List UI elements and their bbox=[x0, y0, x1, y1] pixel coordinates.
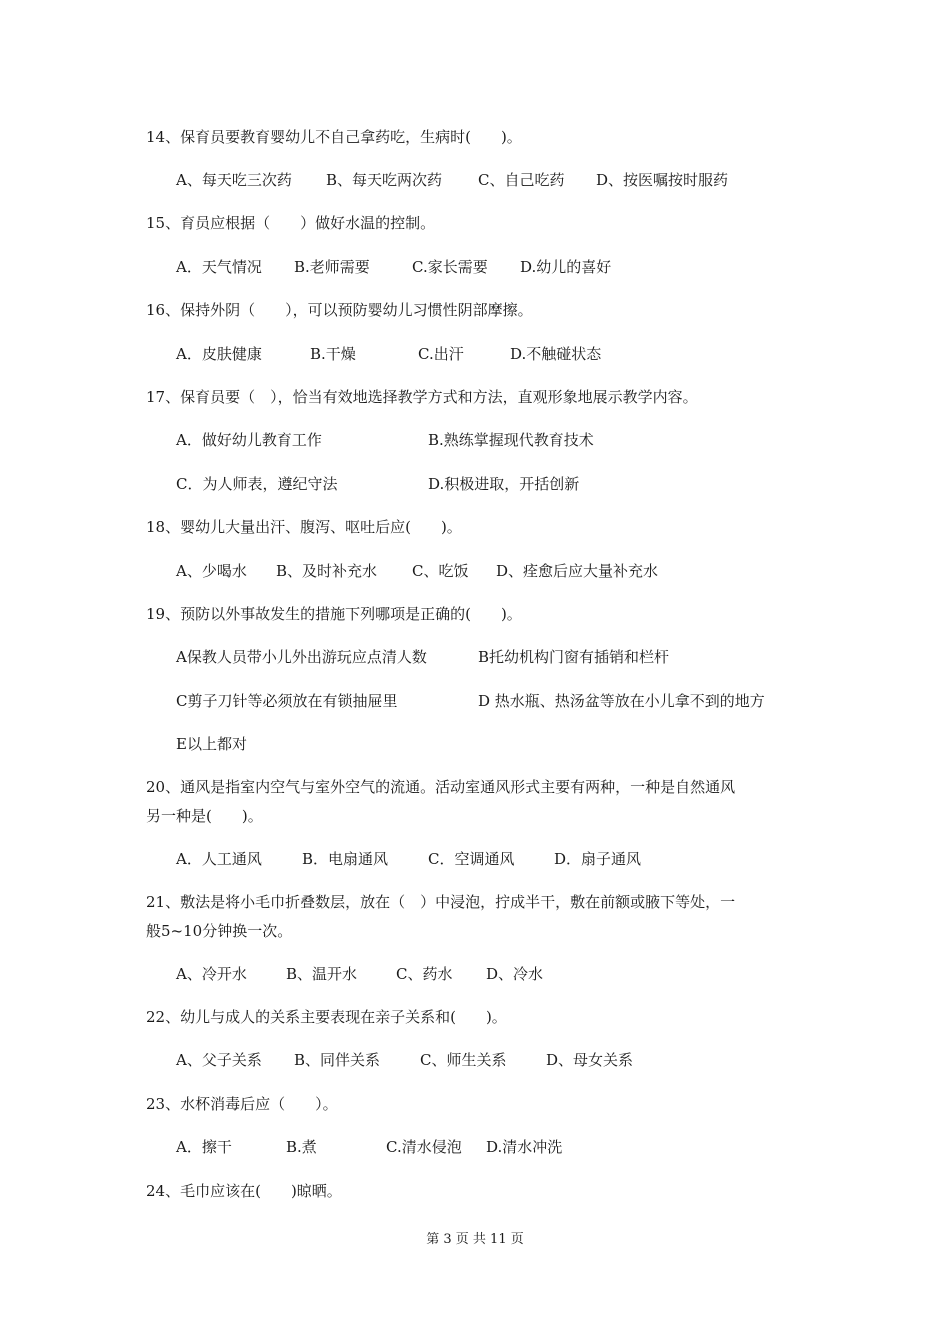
question-20-option-c: C．空调通风 bbox=[428, 850, 515, 868]
question-14-option-b: B、每天吃两次药 bbox=[326, 171, 443, 189]
question-17-option-b: B.熟练掌握现代教育技术 bbox=[428, 431, 594, 449]
question-15-option-a: A．天气情况 bbox=[176, 258, 262, 276]
question-22-option-a: A、父子关系 bbox=[176, 1051, 262, 1069]
question-18-option-b: B、及时补充水 bbox=[276, 562, 378, 580]
question-23-stem: 23、水杯消毒后应（ ）。 bbox=[146, 1095, 338, 1113]
question-14-stem: 14、保育员要教育婴幼儿不自己拿药吃，生病时( )。 bbox=[146, 128, 522, 146]
question-22-option-c: C、师生关系 bbox=[420, 1051, 507, 1069]
question-14-option-d: D、按医嘱按时服药 bbox=[596, 171, 729, 189]
question-21-option-d: D、冷水 bbox=[486, 965, 544, 983]
question-20-option-a: A．人工通风 bbox=[176, 850, 262, 868]
question-16-option-a: A．皮肤健康 bbox=[176, 345, 262, 363]
question-17-stem: 17、保育员要（ ），恰当有效地选择教学方式和方法，直观形象地展示教学内容。 bbox=[146, 388, 698, 406]
question-19-option-c: C剪子刀针等必须放在有锁抽屉里 bbox=[176, 692, 398, 710]
question-15-option-d: D.幼儿的喜好 bbox=[520, 258, 612, 276]
question-15-stem: 15、育员应根据（ ）做好水温的控制。 bbox=[146, 214, 436, 232]
question-20-stem: 20、通风是指室内空气与室外空气的流通。活动室通风形式主要有两种，一种是自然通风 bbox=[146, 778, 736, 796]
question-16-option-c: C.出汗 bbox=[418, 345, 464, 363]
question-15-option-b: B.老师需要 bbox=[294, 258, 370, 276]
question-23-option-a: A．擦干 bbox=[176, 1138, 232, 1156]
question-21-option-c: C、药水 bbox=[396, 965, 453, 983]
question-20-option-b: B．电扇通风 bbox=[302, 850, 389, 868]
question-22-option-b: B、同伴关系 bbox=[294, 1051, 381, 1069]
question-19-stem: 19、预防以外事故发生的措施下列哪项是正确的( )。 bbox=[146, 605, 522, 623]
question-19-option-d: D 热水瓶、热汤盆等放在小儿拿不到的地方 bbox=[478, 692, 765, 710]
question-20-option-d: D．扇子通风 bbox=[554, 850, 642, 868]
question-24-stem: 24、毛巾应该在( )晾晒。 bbox=[146, 1182, 342, 1200]
question-14-option-c: C、自己吃药 bbox=[478, 171, 565, 189]
question-14-option-a: A、每天吃三次药 bbox=[176, 171, 292, 189]
question-18-stem: 18、婴幼儿大量出汗、腹泻、呕吐后应( )。 bbox=[146, 518, 462, 536]
question-16-option-b: B.干燥 bbox=[310, 345, 356, 363]
question-23-option-d: D.清水冲洗 bbox=[486, 1138, 563, 1156]
question-15-option-c: C.家长需要 bbox=[412, 258, 488, 276]
question-20-stem-continued: 另一种是( )。 bbox=[146, 807, 263, 825]
question-21-option-a: A、冷开水 bbox=[176, 965, 247, 983]
question-21-stem-continued: 般5~10分钟换一次。 bbox=[146, 922, 293, 940]
question-16-stem: 16、保持外阴（ ），可以预防婴幼儿习惯性阴部摩擦。 bbox=[146, 301, 533, 319]
question-17-option-c: C．为人师表，遵纪守法 bbox=[176, 475, 338, 493]
question-23-option-b: B.煮 bbox=[286, 1138, 317, 1156]
question-18-option-a: A、少喝水 bbox=[176, 562, 247, 580]
question-21-stem: 21、敷法是将小毛巾折叠数层，放在（ ）中浸泡，拧成半干，敷在前额或腋下等处，一 bbox=[146, 893, 736, 911]
page-number-footer: 第 3 页 共 11 页 bbox=[426, 1232, 524, 1247]
question-16-option-d: D.不触碰状态 bbox=[510, 345, 602, 363]
question-19-option-a: A保教人员带小儿外出游玩应点清人数 bbox=[176, 648, 427, 666]
question-21-option-b: B、温开水 bbox=[286, 965, 358, 983]
question-23-option-c: C.清水侵泡 bbox=[386, 1138, 462, 1156]
question-17-option-a: A．做好幼儿教育工作 bbox=[176, 431, 322, 449]
question-19-option-b: B托幼机构门窗有插销和栏杆 bbox=[478, 648, 670, 666]
question-22-stem: 22、幼儿与成人的关系主要表现在亲子关系和( )。 bbox=[146, 1008, 507, 1026]
question-22-option-d: D、母女关系 bbox=[546, 1051, 634, 1069]
question-17-option-d: D.积极进取，开括创新 bbox=[428, 475, 580, 493]
question-19-option-e: E以上都对 bbox=[176, 735, 247, 753]
question-18-option-c: C、吃饭 bbox=[412, 562, 469, 580]
question-18-option-d: D、痊愈后应大量补充水 bbox=[496, 562, 659, 580]
